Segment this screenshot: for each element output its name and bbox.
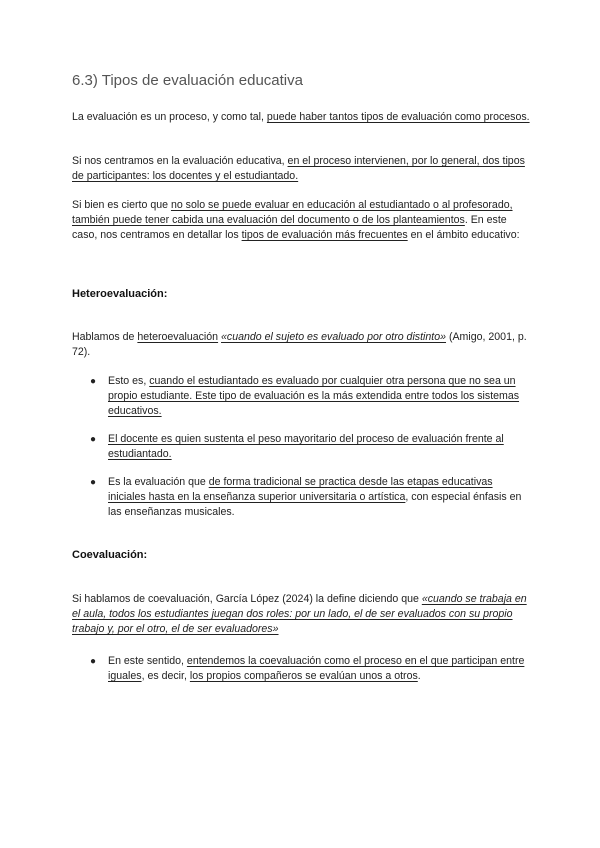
text: , con especial énfasis en las enseñanzas musicales. (108, 491, 522, 518)
bullet-icon: ● (90, 656, 97, 667)
underlined-text: tipos de evaluación más frecuentes (241, 229, 408, 241)
paragraph-participants (72, 154, 530, 184)
text: Si bien es cierto que (72, 199, 171, 211)
text: . En este caso, nos centramos en detallar los (72, 214, 507, 241)
bullet-icon: ● (90, 434, 97, 445)
underlined-text: puede haber tantos tipos de evaluación como procesos. (266, 111, 530, 123)
paragraph-coevaluacion (72, 592, 530, 637)
paragraph-types (72, 198, 530, 243)
text: . (417, 670, 421, 682)
bullet-icon: ● (90, 376, 97, 387)
underlined-text: cuando el estudiantado es evaluado por cualquier otra persona que no sea un propio estudiante. Este tipo de evaluación es la más extendida entre todos los sistemas educativos. (108, 375, 520, 417)
bullet-icon: ● (90, 477, 97, 488)
underlined-text: no solo se puede evaluar en educación al estudiantado o al profesorado, también puede tener cabida una evaluación del documento o de los planteamientos (72, 199, 513, 226)
list-item (108, 475, 530, 520)
list-item (108, 654, 530, 684)
heading-coevaluacion: Coevaluación: (72, 549, 148, 561)
underlined-text: de forma tradicional se practica desde las etapas educativas iniciales hasta en la enseñanza superior universitaria o artística (108, 476, 493, 503)
text: (Amigo, 2001, p. 72). (72, 331, 527, 358)
underlined-text: heteroevaluación (137, 331, 219, 343)
text: Hablamos de (72, 331, 138, 343)
text: Si nos centramos en la evaluación educativa, (72, 155, 288, 167)
underlined-quote: «cuando el sujeto es evaluado por otro distinto» (221, 331, 447, 343)
text: Esto es, (108, 375, 150, 387)
text: en el ámbito educativo: (407, 229, 520, 241)
text: , es decir, (141, 670, 190, 682)
underlined-text: en el proceso intervienen, por lo general, dos tipos de participantes: los docentes y el estudiantado. (72, 155, 525, 182)
list-item (108, 432, 530, 462)
paragraph-intro (72, 110, 530, 125)
text: Si hablamos de coevaluación, García López (2024) la define diciendo que (72, 593, 422, 605)
text: Es la evaluación que (108, 476, 209, 488)
paragraph-heteroevaluacion (72, 330, 530, 360)
section-title: 6.3) Tipos de evaluación educativa (72, 72, 303, 89)
underlined-text: entendemos la coevaluación como el proceso en el que participan entre iguales (108, 655, 525, 682)
underlined-text: El docente es quien sustenta el peso mayoritario del proceso de evaluación frente al estudiantado. (108, 433, 504, 460)
underlined-quote: «cuando se trabaja en el aula, todos los estudiantes juegan dos roles: por un lado, el de ser evaluados con su propio trabajo y, por el otro, el de ser evaluadores» (72, 593, 527, 635)
text: En este sentido, (108, 655, 187, 667)
text: La evaluación es un proceso, y como tal, (72, 111, 267, 123)
underlined-text: los propios compañeros se evalúan unos a otros (189, 670, 418, 682)
heading-heteroevaluacion: Heteroevaluación: (72, 288, 168, 300)
list-item (108, 374, 530, 419)
